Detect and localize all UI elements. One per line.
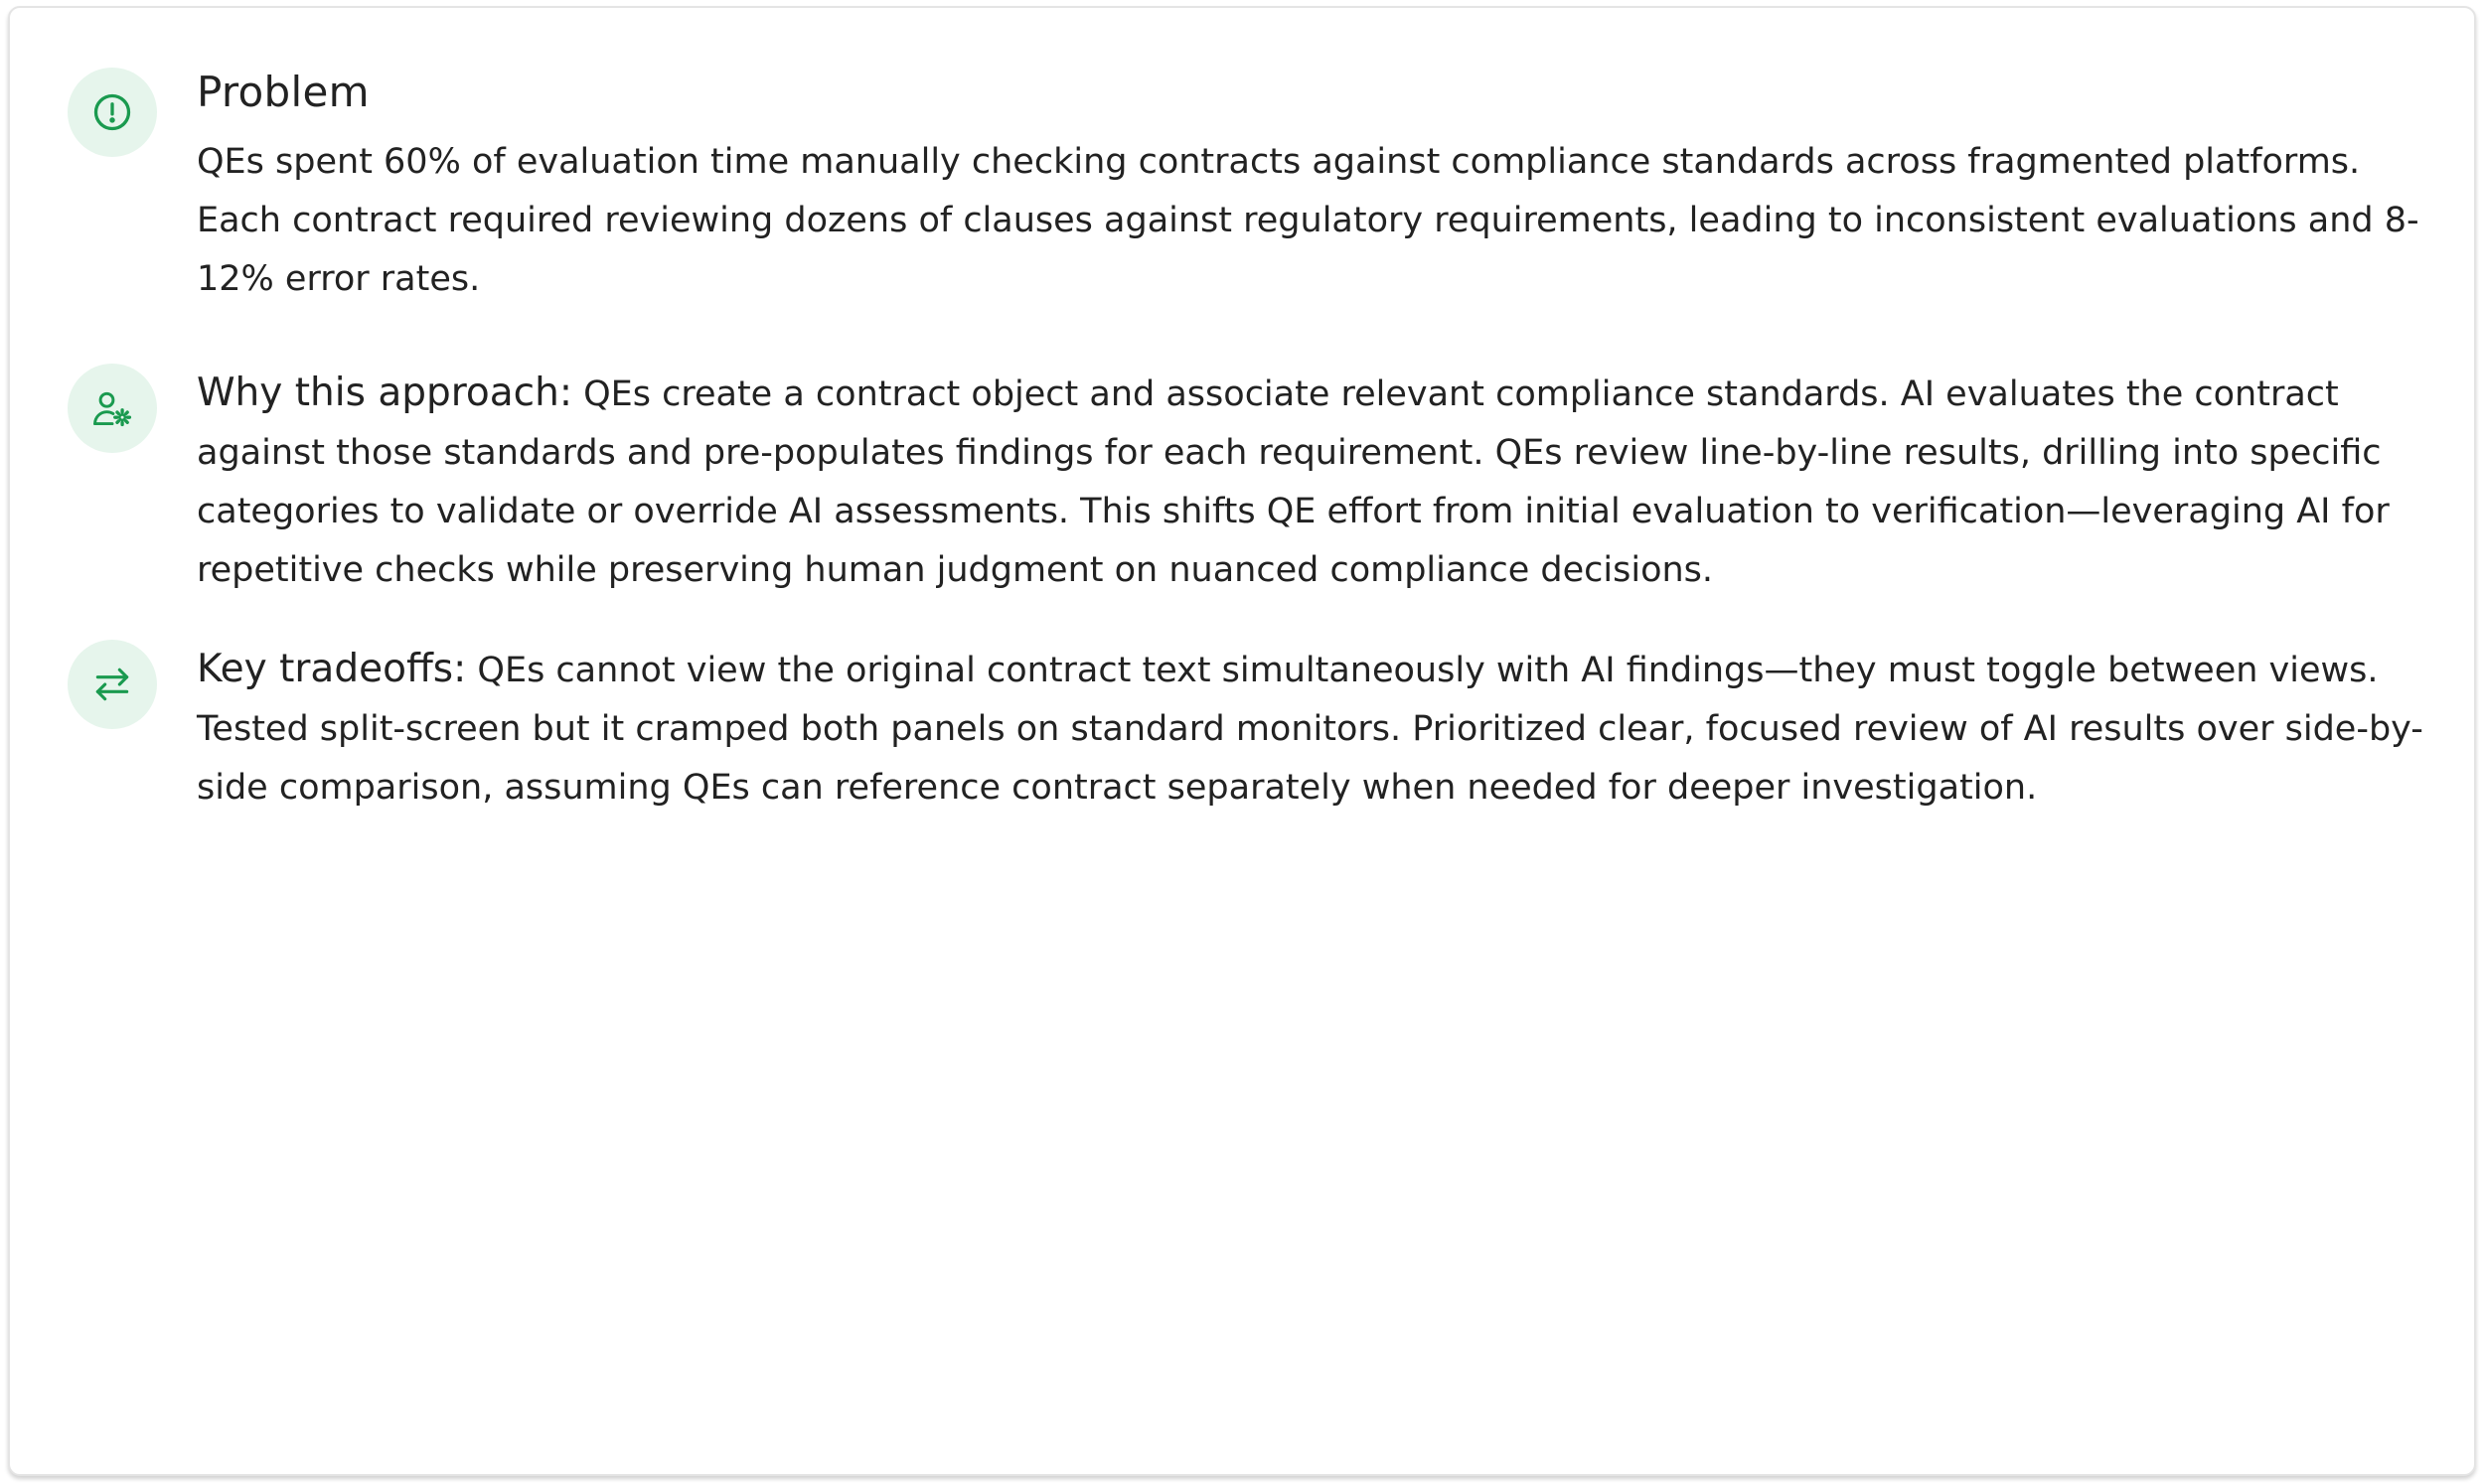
approach-text: QEs create a contract object and associate relevant compliance standards. AI evaluates the contract against those standards and pre-populates findings for each requirement. QEs review line-by-line results, drilling into specific categories to validate or override AI assessments. This shifts QE effort from initial evaluation to verification—leveraging AI for repetitive checks while preserving human judgment on nuanced compliance decisions.: [197, 374, 2390, 590]
approach-lead: Why this approach:: [197, 371, 572, 415]
arrows-swap-icon: [68, 640, 157, 729]
user-gear-icon: [68, 364, 157, 453]
tradeoffs-paragraph: [197, 640, 2442, 817]
problem-text: QEs spent 60% of evaluation time manually checking contracts against compliance standards across fragmented platforms. Each contract required reviewing dozens of clauses against regulatory requirements, leading to inconsistent evaluations and 8-12% error rates.: [197, 142, 2419, 300]
tradeoffs-section: [68, 640, 2442, 817]
tradeoffs-text: QEs cannot view the original contract text simultaneously with AI findings—they must toggle between views. Tested split-screen but it cramped both panels on standard monitors. Prioritized clear, focused review of AI results over side-by-side comparison, assuming QEs can reference contract separately when needed for deeper investigation.: [197, 651, 2423, 808]
content-card: [8, 6, 2476, 1476]
approach-section: [68, 364, 2442, 600]
approach-paragraph: [197, 364, 2442, 600]
tradeoffs-lead: Key tradeoffs:: [197, 647, 467, 691]
problem-heading: Problem: [197, 68, 370, 116]
problem-section: [68, 68, 2442, 309]
alert-circle-icon: [68, 68, 157, 157]
